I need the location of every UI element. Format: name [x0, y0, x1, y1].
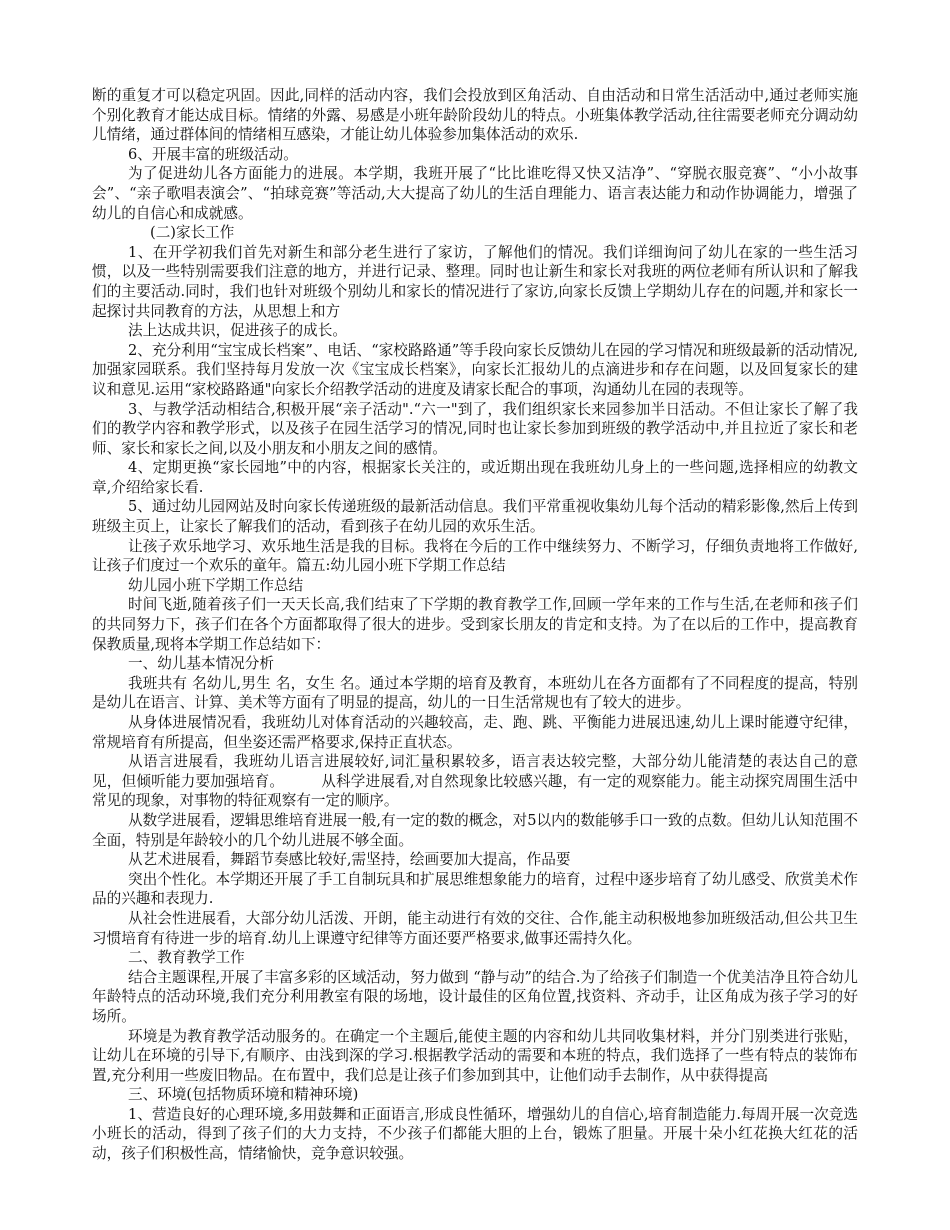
section-heading: 二、教育教学工作 — [128, 949, 245, 967]
paragraph: 断的重复才可以稳定巩固。因此,同样的活动内容，我们会投放到区角活动、自由活动和日常生活活动中,通过老师实施个别化教育才能达成目标。情绪的外露、易感是小班年龄阶段幼儿的特点。小班集体教学活动,往往需要老师充分调动幼儿情绪，通过群体间的情绪相互感染，才能让幼儿体验参加集体活动的欢乐. — [92, 87, 858, 144]
section-heading: (二)家长工作 — [150, 224, 235, 242]
paragraph: 法上达成共识，促进孩子的成长。 — [128, 322, 347, 340]
paragraph: 时间飞逝,随着孩子们一天天长高,我们结束了下学期的教育教学工作,回顾一学年来的工作与生活,在老师和孩子们的共同努力下，孩子们在各个方面都取得了很大的进步。受到家长朋友的肯定和支持。为了在以后的工作中，提高教育保教质量,现将本学期工作总结如下： — [92, 596, 858, 653]
paragraph: 从语言进展看，我班幼儿语言进展较好,词汇量积累较多，语言表达较完整，大部分幼儿能清楚的表达自己的意见，但倾听能力要加强培育。 从科学进展看,对自然现象比较感兴趣，有一定的观察能力。能主动探究周围生活中常见的现象，对事物的特征观察有一定的顺序。 — [92, 753, 858, 810]
paragraph: 我班共有 名幼儿,男生 名，女生 名。通过本学期的培育及教育，本班幼儿在各方面都有了不同程度的提高，特别是幼儿在语言、计算、美术等方面有了明显的提高，幼儿的一日生活常规也有了较大的进步。 — [92, 674, 858, 712]
paragraph: 5、通过幼儿园网站及时向家长传递班级的最新活动信息。我们平常重视收集幼儿每个活动的精彩影像,然后上传到班级主页上，让家长了解我们的活动，看到孩子在幼儿园的欢乐生活。 — [92, 498, 858, 536]
paragraph: 4、定期更换“家长园地”中的内容，根据家长关注的，或近期出现在我班幼儿身上的一些问题,选择相应的幼教文章,介绍给家长看. — [92, 459, 858, 496]
paragraph: 从艺术进展看，舞蹈节奏感比较好,需坚持，绘画要加大提高，作品要 — [128, 851, 571, 869]
paragraph: 从社会性进展看，大部分幼儿活泼、开朗，能主动进行有效的交往、合作,能主动积极地参加班级活动,但公共卫生习惯培育有待进一步的培育.幼儿上课遵守纪律等方面还要严格要求,做事还需持久化。 — [92, 909, 858, 947]
document-title: 幼儿园小班下学期工作总结 — [128, 576, 304, 594]
paragraph: 让孩子欢乐地学习、欢乐地生活是我的目标。我将在今后的工作中继续努力、不断学习，仔细负责地将工作做好,让孩子们度过一个欢乐的童年。篇五:幼儿园小班下学期工作总结 — [92, 537, 858, 575]
paragraph: 环境是为教育教学活动服务的。在确定一个主题后,能使主题的内容和幼儿共同收集材料，并分门别类进行张贴，让幼儿在环境的引导下,有顺序、由浅到深的学习.根据教学活动的需要和本班的特点，我们选择了一些有特点的装饰布置,充分利用一些废旧物品。在布置中，我们总是让孩子们参加到其中，让他们动手去制作，从中获得提高 — [92, 1027, 858, 1084]
paragraph: 从数学进展看，逻辑思维培育进展一般,有一定的数的概念，对5以内的数能够手口一致的点数。但幼儿认知范围不全面，特别是年龄较小的几个幼儿进展不够全面。 — [92, 811, 858, 849]
paragraph: 突出个性化。本学期还开展了手工自制玩具和扩展思维想象能力的培育，过程中逐步培育了幼儿感受、欣赏美术作品的兴趣和表现力. — [92, 870, 858, 908]
paragraph: 2、充分利用“宝宝成长档案”、电话、“家校路路通”等手段向家长反馈幼儿在园的学习情况和班级最新的活动情况,加强家园联系。我们坚持每月发放一次《宝宝成长档案》，向家长汇报幼儿的点滴进步和存在问题，以及回复家长的建议和意见.运用“家校路路通"向家长介绍教学活动的进度及请家长配合的事项，沟通幼儿在园的表现等。 — [92, 341, 858, 398]
paragraph: 结合主题课程,开展了丰富多彩的区域活动，努力做到 “静与动”的结合.为了给孩子们制造一个优美洁净且符合幼儿年龄特点的活动环境,我们充分利用教室有限的场地，设计最佳的区角位置,找资料、齐动手，让区角成为孩子学习的好场所。 — [92, 968, 858, 1025]
paragraph: 3、与教学活动相结合,积极开展“亲子活动".“六一"到了，我们组织家长来园参加半日活动。不但让家长了解了我们的教学内容和教学形式，以及孩子在园生活学习的情况,同时也让家长参加到班级的教学活动中,并且拉近了家长和老师、家长和家长之间,以及小朋友和小朋友之间的感情。 — [92, 400, 858, 457]
paragraph: 1、在开学初我们首先对新生和部分老生进行了家访，了解他们的情况。我们详细询问了幼儿在家的一些生活习惯，以及一些特别需要我们注意的地方，并进行记录、整理。同时也让新生和家长对我班的两位老师有所认识和了解我们的主要活动.同时，我们也针对班级个别幼儿和家长的情况进行了家访,向家长反馈上学期幼儿存在的问题,并和家长一起探讨共同教育的方法，从思想上和方 — [92, 243, 858, 320]
paragraph: 1、营造良好的心理环境,多用鼓舞和正面语言,形成良性循环，增强幼儿的自信心,培育制造能力.每周开展一次竞选小班长的活动，得到了孩子们的大力支持，不少孩子们都能大胆的上台，锻炼了胆量。开展十朵小红花换大红花的活动，孩子们积极性高，情绪愉快，竞争意识较强。 — [92, 1105, 858, 1163]
paragraph: 从身体进展情况看，我班幼儿对体育活动的兴趣较高，走、跑、跳、平衡能力进展迅速,幼儿上课时能遵守纪律，常规培育有所提高，但坐姿还需严格要求,保持正直状态。 — [92, 714, 858, 751]
section-heading: 三、环境(包括物质环境和精神环境) — [128, 1086, 359, 1104]
paragraph: 为了促进幼儿各方面能力的进展。本学期，我班开展了“比比谁吃得又快又洁净”、“穿脱衣服竞赛”、“小小故事会”、“亲子歌唱表演会”、“拍球竞赛”等活动,大大提高了幼儿的生活自理能力、语言表达能力和动作协调能力，增强了幼儿的自信心和成就感。 — [92, 165, 858, 222]
section-heading: 一、幼儿基本情况分析 — [128, 655, 274, 673]
paragraph: 6、开展丰富的班级活动。 — [128, 145, 298, 163]
